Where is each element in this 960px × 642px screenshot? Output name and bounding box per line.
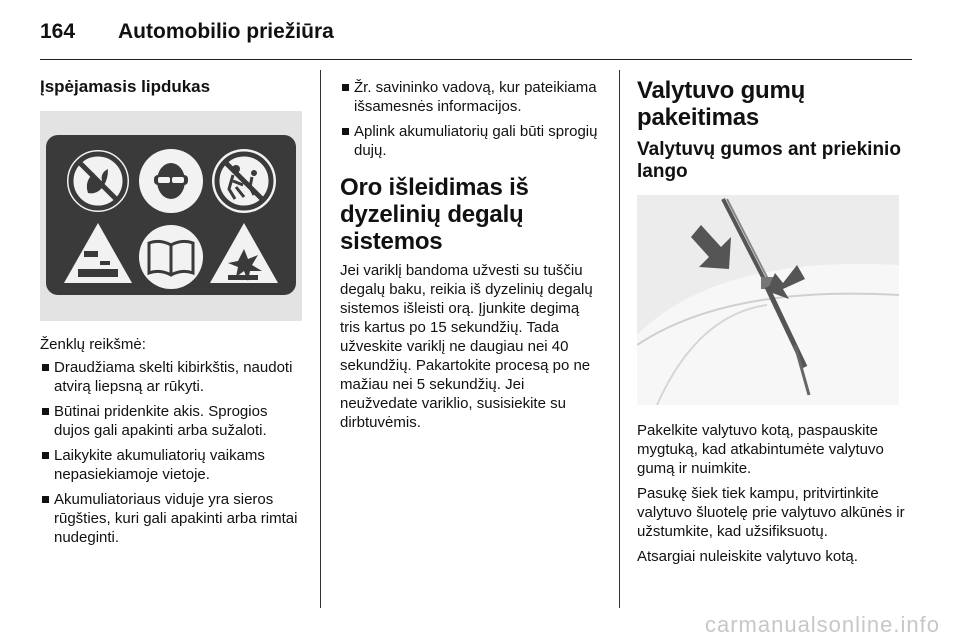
header-divider bbox=[40, 59, 912, 60]
keep-children-away-icon bbox=[212, 149, 276, 213]
section-title-diesel-bleeding: Oro išleidimas iš dyzelinių degalų sistemos bbox=[340, 174, 529, 255]
page-title: Automobilio priežiūra bbox=[118, 20, 334, 43]
list-item: Aplink akumuliatorių gali būti sprogių dujų. bbox=[340, 122, 602, 160]
legend-title: Ženklų reikšmė: bbox=[40, 336, 146, 353]
diesel-bleeding-paragraph: Jei variklį bandoma užvesti su tuščiu degalų baku, reikia iš dyzelinių degalų sistemos išleisti orą. Įjunkite degimą tris kartus po 15 sekundžių. Tada užveskite variklį ne daugiau nei 40 sekundžių. Pakartokite procesą po ne mažiau nei 5 sekundžių. Jei neužvedate variklio, susisiekite su dirbtuvėmis. bbox=[340, 262, 593, 431]
column-divider-2 bbox=[619, 70, 620, 608]
column-divider-1 bbox=[320, 70, 321, 608]
read-manual-icon bbox=[139, 225, 203, 289]
section-title-wiper-blades: Valytuvo gumų pakeitimas bbox=[637, 77, 806, 131]
warning-label-figure bbox=[40, 111, 302, 321]
section-heading-warning-label: Įspėjamasis lipdukas bbox=[40, 77, 211, 96]
list-item: Laikykite akumuliatorių vaikams nepasiekiamoje vietoje. bbox=[40, 446, 302, 484]
wiper-figure bbox=[637, 195, 899, 405]
warning-label-illustration bbox=[40, 111, 302, 321]
page-number: 164 bbox=[40, 20, 76, 43]
warning-meanings-list bbox=[40, 358, 302, 547]
page-header bbox=[40, 14, 912, 54]
paragraph: Pakelkite valytuvo kotą, paspauskite mygtuką, kad atkabintumėte valytuvo gumą ir nuimkite. bbox=[637, 422, 884, 477]
watermark: carmanualsonline.info bbox=[704, 612, 940, 637]
list-item: Draudžiama skelti kibirkštis, naudoti atvirą liepsną ar rūkyti. bbox=[40, 358, 302, 396]
battery-notes-list bbox=[340, 78, 602, 160]
paragraph: Pasukę šiek tiek kampu, pritvirtinkite valytuvo šluotelę prie valytuvo alkūnės ir užstumkite, kad užsifiksuotų. bbox=[637, 485, 905, 540]
wiper-illustration bbox=[637, 195, 899, 405]
list-item: Būtinai pridenkite akis. Sprogios dujos gali apakinti arba sužaloti. bbox=[40, 402, 302, 440]
eye-protection-icon bbox=[139, 149, 203, 213]
list-item: Žr. savininko vadovą, kur pateikiama išsamesnės informacijos. bbox=[340, 78, 602, 116]
no-flame-icon bbox=[66, 149, 130, 213]
paragraph: Atsargiai nuleiskite valytuvo kotą. bbox=[637, 548, 858, 565]
list-item: Akumuliatoriaus viduje yra sieros rūgšties, kuri gali apakinti arba rimtai nudeginti. bbox=[40, 490, 302, 547]
column-3 bbox=[637, 70, 905, 566]
column-2 bbox=[340, 70, 602, 432]
column-1 bbox=[40, 70, 302, 553]
subsection-title-windscreen-wipers: Valytuvų gumos ant priekinio lango bbox=[637, 139, 901, 182]
